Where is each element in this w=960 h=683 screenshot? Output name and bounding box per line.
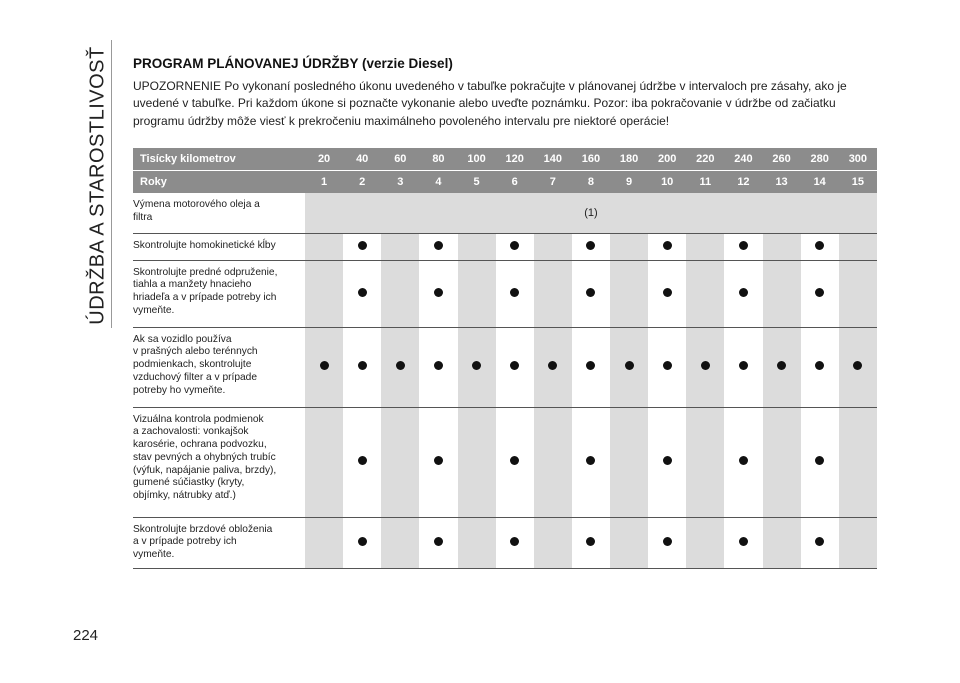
km-header-cell: 80 [419,148,457,171]
interval-cell [648,407,686,517]
bullet-icon [358,537,367,546]
interval-cell [801,407,839,517]
interval-cell [572,233,610,260]
km-header-label: Tisícky kilometrov [133,148,305,171]
year-header-cell: 8 [572,171,610,194]
interval-cell [305,327,343,407]
interval-cell [572,407,610,517]
interval-cell [724,407,762,517]
km-header-cell: 20 [305,148,343,171]
interval-cell [724,233,762,260]
bullet-icon [510,241,519,250]
interval-cell [458,260,496,327]
interval-cell [610,407,648,517]
km-header-cell: 120 [496,148,534,171]
interval-cell [534,327,572,407]
page-number: 224 [73,627,99,644]
interval-cell [724,327,762,407]
interval-cell [496,517,534,568]
interval-cell [839,233,877,260]
year-header-row [133,171,877,194]
interval-cell [419,260,457,327]
bullet-icon [586,537,595,546]
bullet-icon [358,456,367,465]
km-header-cell: 220 [686,148,724,171]
bullet-icon [586,456,595,465]
task-label: Ak sa vozidlo používa v prašných alebo terénnych podmienkach, skontrolujte vzduchový filter a v prípade potreby ho vymeňte. [133,327,305,407]
interval-cell [381,517,419,568]
year-header-cell: 2 [343,171,381,194]
interval-cell [839,407,877,517]
intro-paragraph: UPOZORNENIE Po vykonaní posledného úkonu uvedeného v tabuľke pokračujte v plánovanej údržbe v intervaloch pre zásahy, ako je uvedené v tabuľke. Pri každom úkone si poznačte vykonanie alebo uveďte poznámku. Pozor: iba pokračovanie v údržbe od začiatku programu údržby môže viesť k prekročeniu maximálneho povoleného intervalu pre niektoré operácie! [133,79,847,128]
bullet-icon [777,361,786,370]
bullet-icon [586,241,595,250]
table-row [133,260,877,327]
interval-cell [534,517,572,568]
task-label: Skontrolujte predné odpruženie, tiahla a manžety hnacieho hriadeľa a v prípade potreby ich vymeňte. [133,260,305,327]
interval-cell [343,407,381,517]
km-header-cell: 260 [763,148,801,171]
bullet-icon [663,537,672,546]
interval-cell [801,260,839,327]
interval-cell [610,233,648,260]
bullet-icon [510,537,519,546]
interval-cell [610,327,648,407]
interval-cell [610,517,648,568]
interval-cell [343,260,381,327]
chapter-divider [111,40,112,328]
interval-cell [801,327,839,407]
interval-cell [419,517,457,568]
interval-cell [763,407,801,517]
interval-cell [496,260,534,327]
bullet-icon [548,361,557,370]
interval-cell [458,233,496,260]
interval-cell [496,233,534,260]
task-label: Vizuálna kontrola podmienok a zachovalosti: vonkajšok karosérie, ochrana podvozku, stav pevných a ohybných trubíc (výfuk, napájanie paliva, brzdy), gumené súčiastky (kryty, objímky, nátrubky atď.) [133,407,305,517]
interval-cell [305,260,343,327]
interval-cell [305,233,343,260]
interval-cell [686,407,724,517]
km-header-cell: 280 [801,148,839,171]
km-header-row [133,148,877,171]
bullet-icon [358,361,367,370]
year-header-cell: 15 [839,171,877,194]
km-header-cell: 140 [534,148,572,171]
bullet-icon [358,241,367,250]
interval-cell [419,233,457,260]
task-label: Výmena motorového oleja a filtra [133,193,305,233]
year-header-cell: 4 [419,171,457,194]
interval-cell [419,327,457,407]
interval-cell [686,260,724,327]
interval-cell [648,260,686,327]
interval-cell [572,260,610,327]
bullet-icon [739,456,748,465]
km-header-cell: 200 [648,148,686,171]
table-row [133,233,877,260]
interval-cell [839,517,877,568]
interval-cell [381,233,419,260]
bullet-icon [815,361,824,370]
interval-cell [686,233,724,260]
interval-cell [534,233,572,260]
interval-cell [343,517,381,568]
interval-cell [458,407,496,517]
interval-cell [381,327,419,407]
interval-cell [419,407,457,517]
year-header-cell: 9 [610,171,648,194]
table-row [133,517,877,568]
year-header-label: Roky [133,171,305,194]
bullet-icon [434,288,443,297]
interval-cell [458,517,496,568]
interval-cell [496,407,534,517]
bullet-icon [625,361,634,370]
interval-cell [534,407,572,517]
bullet-icon [358,288,367,297]
bullet-icon [434,456,443,465]
bullet-icon [320,361,329,370]
year-header-cell: 5 [458,171,496,194]
interval-cell [686,517,724,568]
interval-cell [686,327,724,407]
year-header-cell: 13 [763,171,801,194]
bullet-icon [510,288,519,297]
interval-cell [839,260,877,327]
interval-cell [763,327,801,407]
km-header-cell: 180 [610,148,648,171]
interval-cell [610,260,648,327]
bullet-icon [663,361,672,370]
interval-cell [496,327,534,407]
interval-cell [381,260,419,327]
interval-cell [343,233,381,260]
bullet-icon [739,361,748,370]
bullet-icon [586,361,595,370]
km-header-cell: 300 [839,148,877,171]
interval-cell [534,260,572,327]
interval-cell [724,517,762,568]
task-label: Skontrolujte homokinetické kĺby [133,233,305,260]
interval-cell [458,327,496,407]
km-header-cell: 40 [343,148,381,171]
bullet-icon [853,361,862,370]
interval-cell [763,517,801,568]
interval-cell [572,327,610,407]
bullet-icon [434,361,443,370]
bullet-icon [472,361,481,370]
km-header-cell: 60 [381,148,419,171]
bullet-icon [663,241,672,250]
interval-cell [648,327,686,407]
table-row [133,193,877,233]
bullet-icon [434,241,443,250]
interval-cell [305,407,343,517]
bullet-icon [434,537,443,546]
year-header-cell: 6 [496,171,534,194]
km-header-cell: 160 [572,148,610,171]
interval-cell [648,233,686,260]
bullet-icon [663,456,672,465]
year-header-cell: 14 [801,171,839,194]
footnote-ref: (1) [305,193,877,233]
bullet-icon [815,288,824,297]
bullet-icon [663,288,672,297]
interval-cell [343,327,381,407]
chapter-title: ÚDRŽBA A STAROSTLIVOSŤ [86,45,109,325]
bullet-icon [739,288,748,297]
bullet-icon [586,288,595,297]
bullet-icon [396,361,405,370]
interval-cell [763,233,801,260]
interval-cell [763,260,801,327]
bullet-icon [510,456,519,465]
interval-cell [839,327,877,407]
bullet-icon [815,537,824,546]
section-title: PROGRAM PLÁNOVANEJ ÚDRŽBY (verzie Diesel) [133,56,453,71]
year-header-cell: 10 [648,171,686,194]
year-header-cell: 12 [724,171,762,194]
km-header-cell: 240 [724,148,762,171]
table-row [133,327,877,407]
interval-cell [381,407,419,517]
interval-cell [801,517,839,568]
bullet-icon [510,361,519,370]
interval-cell [724,260,762,327]
km-header-cell: 100 [458,148,496,171]
bullet-icon [739,241,748,250]
interval-cell [801,233,839,260]
bullet-icon [701,361,710,370]
year-header-cell: 3 [381,171,419,194]
interval-cell [305,517,343,568]
bullet-icon [815,241,824,250]
interval-cell [648,517,686,568]
year-header-cell: 7 [534,171,572,194]
table-row [133,407,877,517]
maintenance-table [133,148,877,569]
bullet-icon [815,456,824,465]
bullet-icon [739,537,748,546]
year-header-cell: 11 [686,171,724,194]
year-header-cell: 1 [305,171,343,194]
task-label: Skontrolujte brzdové obloženia a v prípade potreby ich vymeňte. [133,517,305,568]
interval-cell [572,517,610,568]
